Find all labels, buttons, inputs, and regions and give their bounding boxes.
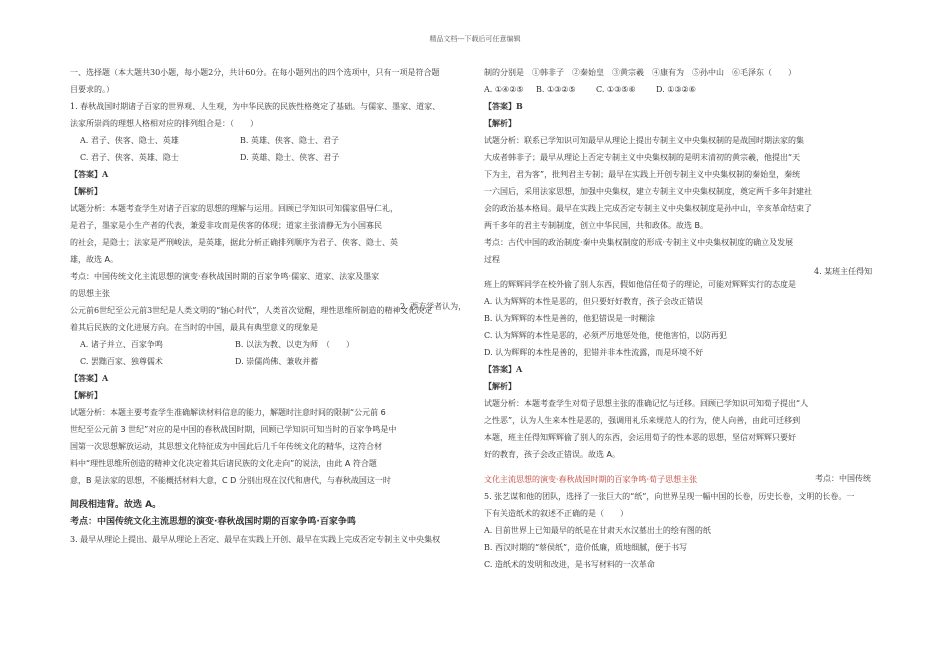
q1-kaodian: 的思想主张 <box>70 289 110 298</box>
q3-option-b: B. ①③②⑤ <box>536 85 576 94</box>
q3-analysis-line: 下为主，君为客”，批判君主专制；最早在实践上开创专制主义中央集权制的秦始皇，秦统 <box>484 170 801 179</box>
q4-kaodian-cont: 文化主流思想的演变·春秋战国时期的百家争鸣·荀子思想主张 <box>484 475 698 484</box>
q2-number-tail: 2. 西方学者认为， <box>400 302 467 311</box>
q5-stem: 5. 张艺谋和他的团队，选择了一张巨大的“纸”，向世界呈现一幅中国的长卷，历史长卷，文明的长卷。一 <box>484 492 855 501</box>
page-header: 精品文档---下载后可任意编辑 <box>429 35 521 43</box>
q3-option-a: A. ①④②⑤ <box>484 85 524 94</box>
right-column <box>484 64 884 573</box>
q1-analysis-line: 雄，故选 A。 <box>70 255 119 264</box>
q2-stem: 着其后民族的文化进展方向。在当时的中国，最具有典型意义的现象是 <box>70 323 318 332</box>
q1-option-a: A. 君子、侠客、隐士、英雄 <box>80 136 179 145</box>
q2-analysis-line: 料中“理性思维所创造的精神文化决定着其后诸民族的文化走向”的说法，由此 A 符合题 <box>70 459 377 468</box>
q2-options-row <box>70 353 470 370</box>
q4-option-b: B. 认为辉辉的本性是善的，他犯错误是一时糊涂 <box>484 314 655 323</box>
q1-analysis-line: 试题分析：本题考查学生对诸子百家的思想的理解与运用。回顾已学知识可知儒家倡导仁礼， <box>70 204 398 213</box>
q3-analysis-line: 两千多年的君主专制制度，创立中华民国，共和政体。故选 B。 <box>484 221 709 230</box>
q2-answer: 【答案】A <box>70 373 109 383</box>
q4-number-tail: 4. 某班主任得知 <box>814 267 873 276</box>
q5-option-b: B. 西汉时期的“蔡侯纸”，造价低廉，质地细腻，便于书写 <box>484 543 688 552</box>
q2-option-a: A. 诸子并立、百家争鸣 <box>80 340 163 349</box>
q4-analysis-line: 试题分析：本题考查学生对荀子思想主张的准确记忆与迁移。回顾已学知识可知荀子提出“人 <box>484 399 809 408</box>
q4-analysis-line: 好的教育，孩子会改正错误。故选 A。 <box>484 450 621 459</box>
q1-option-d: D. 英雄、隐士、侠客、君子 <box>240 153 340 162</box>
q2-stem: 公元前6世纪至公元前3世纪是人类文明的“轴心时代”，人类首次觉醒，理性思维所制造的精神文化决定 <box>70 306 433 315</box>
q3-analysis-line: 试题分析：联系已学知识可知最早从理论上提出专制主义中央集权制的是战国时期法家的集 <box>484 136 804 145</box>
q1-kaodian: 考点：中国传统文化主流思想的演变·春秋战国时期的百家争鸣·儒家、道家、法家及墨家 <box>70 272 380 281</box>
q4-analysis-label: 【解析】 <box>484 381 516 391</box>
q4-kaodian-head: 考点：中国传统 <box>815 474 871 483</box>
q4-option-a: A. 认为辉辉的本性是恶的，但只要好好教育，孩子会改正错误 <box>484 297 703 306</box>
q1-options-row <box>70 149 470 166</box>
q4-analysis-line: 之性恶”，认为人生来本性是恶的，强调用礼乐来规范人的行为，使人向善，由此可迁移到 <box>484 416 801 425</box>
q4-option-c: C. 认为辉辉的本性是恶的，必须严厉地惩处他，使他害怕，以防再犯 <box>484 331 727 340</box>
section-intro-line: 目要求的。） <box>70 85 114 94</box>
q5-option-a: A. 目前世界上已知最早的纸是在甘肃天水汉墓出土的绘有图的纸 <box>484 526 711 535</box>
q2-option-d: D. 崇儒尚佛、兼收并蓄 <box>235 357 319 366</box>
q1-stem: 1. 春秋战国时期诸子百家的世界观、人生观，为中华民族的民族性格奠定了基础。与儒家、墨家、道家、 <box>70 102 441 111</box>
q2-option-c: C. 罢黜百家、独尊儒术 <box>80 357 163 366</box>
q2-analysis-line: 国第一次思想解放运动，其思想文化特征成为中国此后几千年传统文化的精华，这符合材 <box>70 442 382 451</box>
q2-options-row <box>70 336 470 353</box>
q3-stem-cont: 制的分别是 ①韩非子 ②秦始皇 ③黄宗羲 ④康有为 ⑤孙中山 ⑥毛泽东（ ） <box>484 68 796 77</box>
q3-option-c: C. ①③⑤⑥ <box>596 85 636 94</box>
q5-option-c: C. 造纸术的发明和改进，是书写材料的一次革命 <box>484 560 655 569</box>
q5-stem: 下有关造纸术的叙述不正确的是（ ） <box>484 509 628 518</box>
q3-stem: 3. 最早从理论上提出、最早从理论上否定、最早在实践上开创、最早在实践上完成否定专制主义中央集权 <box>70 535 441 544</box>
q3-analysis-line: 大成者韩非子；最早从理论上否定专制主义中央集权制的是明末清初的黄宗羲，他提出“天 <box>484 153 801 162</box>
q1-options-row <box>70 132 470 149</box>
q3-options-row <box>484 81 884 98</box>
q4-stem: 班上的辉辉同学在校外偷了别人东西，假如他信任荀子的理论，可能对辉辉实行的态度是 <box>484 280 796 289</box>
q2-analysis-label: 【解析】 <box>70 390 102 400</box>
q1-option-c: C. 君子、侠客、英雄、隐士 <box>80 153 179 162</box>
q3-kaodian: 过程 <box>484 255 500 264</box>
q3-analysis-line: 一六国后，采用法家思想，加强中央集权，建立专制主义中央集权制度，奠定两千多年封建社 <box>484 187 812 196</box>
q4-answer: 【答案】A <box>484 364 523 374</box>
q1-analysis-line: 是君子，墨家是小生产者的代表，兼爱非攻而是侠客的体现；道家主张清静无为小国寡民 <box>70 221 382 230</box>
q2-analysis-tail: 间段相违背。故选 A。 <box>70 500 162 510</box>
q1-analysis-line: 的社会，是隐士；法家是严刑峻法，是英雄，据此分析正确排列顺序为君子、侠客、隐士、英 <box>70 238 398 247</box>
q1-option-b: B. 英雄、侠客、隐士、君子 <box>240 136 339 145</box>
q1-answer: 【答案】A <box>70 169 109 179</box>
q3-answer: 【答案】B <box>484 101 523 111</box>
q3-analysis-label: 【解析】 <box>484 118 516 128</box>
q4-option-d: D. 认为辉辉的本性是善的，犯错并非本性流露，而是环境不好 <box>484 348 704 357</box>
q2-analysis-line: 世纪至公元前 3 世纪”对应的是中国的春秋战国时期，回顾已学知识可知当时的百家争鸣是中 <box>70 425 397 434</box>
q2-kaodian: 考点：中国传统文化主流思想的演变·春秋战国时期的百家争鸣·百家争鸣 <box>70 517 356 527</box>
q2-analysis-line: 试题分析：本题主要考查学生准确解读材料信息的能力，解题时注意时间的限制“公元前 6 <box>70 408 386 417</box>
q3-kaodian: 考点：古代中国的政治制度·秦中央集权制度的形成·专制主义中央集权制度的确立及发展 <box>484 238 794 247</box>
q3-option-d: D. ①③②⑥ <box>656 85 696 94</box>
q1-stem: 法家所崇尚的理想人格相对应的排列组合是：（ ） <box>70 119 258 128</box>
q2-analysis-line: 意，B 是法家的思想，不能概括材料大意，C D 分别出现在汉代和唐代，与春秋战国这一时 <box>70 476 391 485</box>
q2-option-b: B. 以法为教、以吏为师 （ ） <box>235 340 354 349</box>
section-intro-line: 一、选择题（本大题共30小题，每小题2分，共计60分。在每小题列出的四个选项中，只有一项是符合题 <box>70 68 440 77</box>
q3-analysis-line: 会的政治基本格局。最早在实践上完成否定专制主义中央集权制度是孙中山，辛亥革命结束了 <box>484 204 812 213</box>
q4-analysis-line: 本题，班主任得知辉辉偷了别人的东西，会运用荀子的性本恶的思想，坚信对辉辉只要好 <box>484 433 796 442</box>
q1-analysis-label: 【解析】 <box>70 186 102 196</box>
